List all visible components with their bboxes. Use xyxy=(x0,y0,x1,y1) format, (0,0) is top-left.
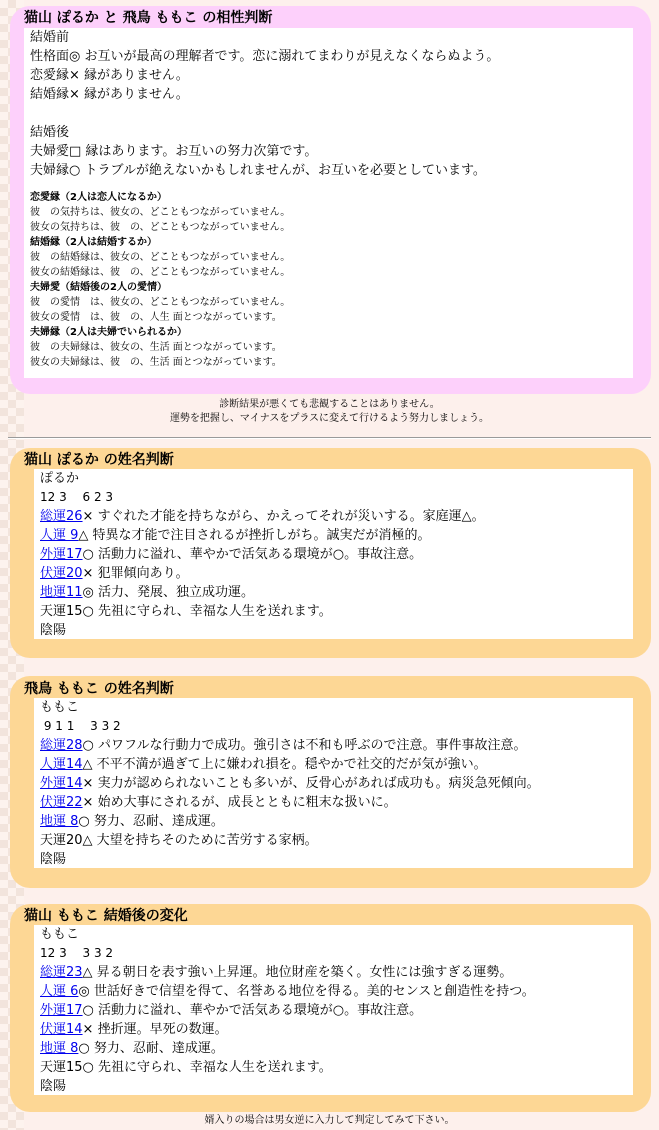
fortune-row: 伏運20× 犯罪傾向あり。 xyxy=(40,566,189,581)
before-line: 恋愛縁× 縁がありません。 xyxy=(30,68,189,83)
fortune-row: 人運 9△ 特異な才能で注目されるが挫折しがち。誠実だが消極的。 xyxy=(40,528,431,543)
reading: ももこ xyxy=(40,700,80,715)
fortune-link[interactable]: 地運 8 xyxy=(40,814,79,829)
heaven-fortune: 天運20△ 大望を持ちそのために苦労する家柄。 xyxy=(40,833,318,848)
fortune-row: 地運 8○ 努力、忍耐、達成運。 xyxy=(40,814,224,829)
after-marriage-panel xyxy=(10,904,651,1112)
fortune-link[interactable]: 人運 9 xyxy=(40,528,79,543)
detail-line: 彼 の結婚縁は、彼女の、どこともつながっていません。 xyxy=(30,252,291,263)
before-line: 性格面◎ お互いが最高の理解者です。恋に溺れてまわりが見えなくならぬよう。 xyxy=(30,49,500,64)
fortune-link[interactable]: 伏運22 xyxy=(40,795,83,810)
momoko-title: 飛鳥 ももこ の姓名判断 xyxy=(24,681,174,697)
compatibility-panel xyxy=(10,6,651,394)
fortune-row: 総運28○ パワフルな行動力で成功。強引さは不和も呼ぶので注意。事件事故注意。 xyxy=(40,738,527,753)
detail-heading: 夫婦縁（2人は夫婦でいられるか） xyxy=(30,327,187,338)
after-marriage-title: 猫山 ももこ 結婚後の変化 xyxy=(24,908,188,924)
fortune-row: 人運14△ 不平不満が過ぎて上に嫌われ損を。穏やかで社交的だが気が強い。 xyxy=(40,757,487,772)
after-line: 夫婦縁○ トラブルが絶えないかもしれませんが、お互いを必要としています。 xyxy=(30,163,486,178)
name-reading-panel-momoko xyxy=(10,676,651,888)
detail-line: 彼女の夫婦縁は、彼 の、生活 面とつながっています。 xyxy=(30,357,282,368)
fortune-link[interactable]: 総運28 xyxy=(40,738,83,753)
detail-line: 彼 の気持ちは、彼女の、どこともつながっていません。 xyxy=(30,207,291,218)
divider xyxy=(8,437,651,439)
advice-note-1: 診断結果が悪くても悲観することはありません。 xyxy=(219,399,440,410)
after-marriage-heading: 結婚後 xyxy=(30,125,70,140)
footer-note: 婿入りの場合は男女逆に入力して判定してみて下さい。 xyxy=(204,1115,455,1126)
after-marriage-body xyxy=(34,925,633,1095)
fortune-row: 人運 6◎ 世話好きで信望を得て、名誉ある地位を得る。美的センスと創造性を持つ。 xyxy=(40,984,535,999)
compat-details xyxy=(30,190,627,370)
heaven-fortune: 天運15○ 先祖に守られ、幸福な人生を送れます。 xyxy=(40,604,332,619)
fortune-row: 総運26× すぐれた才能を持ちながら、かえってそれが災いする。家庭運△。 xyxy=(40,509,485,524)
yin-yang: 陰陽 xyxy=(40,623,67,638)
detail-heading: 恋愛縁（2人は恋人になるか） xyxy=(30,192,167,203)
name-reading-panel-porka xyxy=(10,448,651,658)
detail-line: 彼女の結婚縁は、彼 の、どこともつながっていません。 xyxy=(30,267,291,278)
fortune-link[interactable]: 外運17 xyxy=(40,547,83,562)
fortune-link[interactable]: 伏運14 xyxy=(40,1022,83,1037)
detail-line: 彼 の夫婦縁は、彼女の、生活 面とつながっています。 xyxy=(30,342,282,353)
reading: ももこ xyxy=(40,927,80,942)
fortune-link[interactable]: 外運17 xyxy=(40,1003,83,1018)
heaven-fortune: 天運15○ 先祖に守られ、幸福な人生を送れます。 xyxy=(40,1060,332,1075)
yin-yang: 陰陽 xyxy=(40,1079,67,1094)
stroke-counts: 12 3 3 3 2 xyxy=(40,946,114,960)
detail-line: 彼女の気持ちは、彼 の、どこともつながっていません。 xyxy=(30,222,291,233)
yin-yang: 陰陽 xyxy=(40,852,67,867)
fortune-row: 地運11◎ 活力、発展、独立成功運。 xyxy=(40,585,255,600)
reading: ぽるか xyxy=(40,471,80,486)
compatibility-title: 猫山 ぽるか と 飛鳥 ももこ の相性判断 xyxy=(24,10,273,26)
detail-line: 彼 の愛情 は、彼女の、どこともつながっていません。 xyxy=(30,297,291,308)
fortune-link[interactable]: 人運 6 xyxy=(40,984,79,999)
detail-heading: 夫婦愛（結婚後の2人の愛情） xyxy=(30,282,167,293)
stroke-counts: 12 3 6 2 3 xyxy=(40,490,114,504)
compatibility-body xyxy=(24,28,633,378)
fortune-link[interactable]: 総運26 xyxy=(40,509,83,524)
advice-note-2: 運勢を把握し、マイナスをプラスに変えて行けるよう努力しましょう。 xyxy=(169,413,490,424)
before-line: 結婚縁× 縁がありません。 xyxy=(30,87,189,102)
fortune-link[interactable]: 地運 8 xyxy=(40,1041,79,1056)
stroke-counts: 9 1 1 3 3 2 xyxy=(40,719,121,733)
momoko-body xyxy=(34,698,633,868)
fortune-row: 伏運22× 始め大事にされるが、成長とともに粗末な扱いに。 xyxy=(40,795,397,810)
before-marriage-heading: 結婚前 xyxy=(30,30,70,45)
detail-line: 彼女の愛情 は、彼 の、人生 面とつながっています。 xyxy=(30,312,282,323)
fortune-row: 総運23△ 昇る朝日を表す強い上昇運。地位財産を築く。女性には強すぎる運勢。 xyxy=(40,965,513,980)
fortune-row: 外運17○ 活動力に溢れ、華やかで活気ある環境が○。事故注意。 xyxy=(40,547,423,562)
fortune-row: 伏運14× 挫折運。早死の数運。 xyxy=(40,1022,228,1037)
fortune-row: 外運14× 実力が認められないことも多いが、反骨心があれば成功も。病災急死傾向。 xyxy=(40,776,540,791)
fortune-link[interactable]: 外運14 xyxy=(40,776,83,791)
porka-body xyxy=(34,469,633,639)
detail-heading: 結婚縁（2人は結婚するか） xyxy=(30,237,157,248)
porka-title: 猫山 ぽるか の姓名判断 xyxy=(24,452,174,468)
fortune-link[interactable]: 地運11 xyxy=(40,585,83,600)
fortune-link[interactable]: 総運23 xyxy=(40,965,83,980)
fortune-link[interactable]: 人運14 xyxy=(40,757,83,772)
fortune-row: 外運17○ 活動力に溢れ、華やかで活気ある環境が○。事故注意。 xyxy=(40,1003,423,1018)
fortune-link[interactable]: 伏運20 xyxy=(40,566,83,581)
fortune-row: 地運 8○ 努力、忍耐、達成運。 xyxy=(40,1041,224,1056)
after-line: 夫婦愛□ 縁はあります。お互いの努力次第です。 xyxy=(30,144,318,159)
